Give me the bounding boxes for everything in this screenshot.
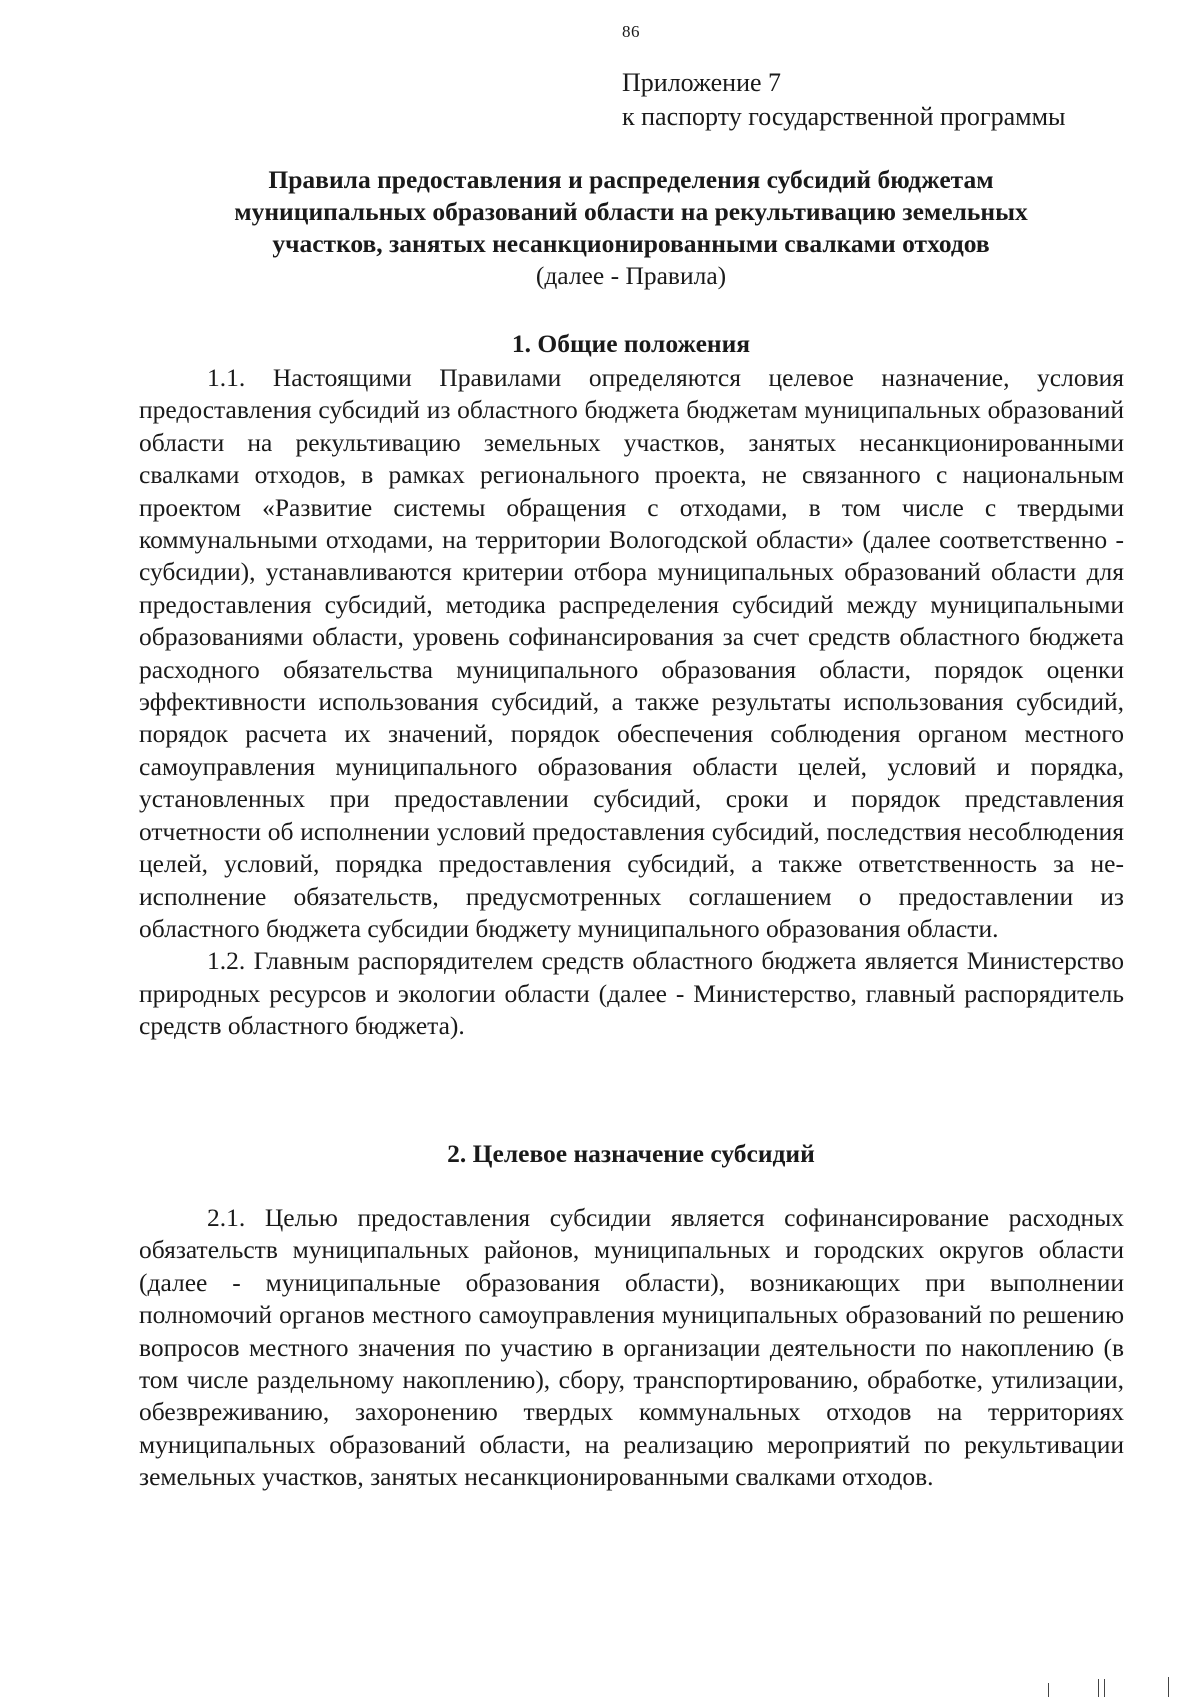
scan-mark xyxy=(1048,1683,1049,1697)
scan-edge-marks xyxy=(1028,1673,1178,1697)
paragraph-2-1: 2.1. Целью предоставления субсидии является софинансирование расходных обязательств муниципальных районов, муниципальных и городских округов области (далее - муниципальные образования области), возникающих при выполнении полномочий органов местного самоуправления муниципальных образований по решению вопросов местного значения по участию в организации деятельности по накоплению (в том числе раздельному накоплению), сбору, транспортированию, обработке, утилизации, обезвреживанию, захоронению твердых коммунальных отходов на территориях муниципальных образований области, на реализацию мероприятий по рекультивации земельных участков, занятых несанкционированными свалками отходов. xyxy=(139,1203,1124,1492)
title-line-1: Правила предоставления и распределения субсидий бюджетам xyxy=(268,165,994,194)
title-line-3: участков, занятых несанкционированными свалками отходов xyxy=(272,229,990,258)
appendix-note xyxy=(622,66,1066,134)
section-heading-general: 1. Общие положения xyxy=(511,329,751,358)
paragraph-1-1: 1.1. Настоящими Правилами определяются целевое назначение, условия предоставления субсидий из областного бюджета бюджетам муниципальных образований области на рекультивацию земельных участков, занятых несанкционированными свалками отходов, в рамках регионального проекта, не связанного с национальным проектом «Развитие системы обращения с отходами, в том числе с твердыми коммунальными отходами, на территории Вологодской области» (далее соответственно - субсидии), устанавливаются критерии отбора муниципальных образований области для предоставления субсидий, методика распределения субсидий между муниципальными образованиями области, уровень софинансирования за счет средств областного бюджета расходного обязательства муниципального образования области, порядок оценки эффективности использования субсидий, а также результаты использования субсидий, порядок расчета их значений, порядок обеспечения соблюдения органом местного самоуправления муниципального образования области целей, условий и порядка, установленных при предоставлении субсидий, сроки и порядок представления отчетности об исполнении условий предоставления субсидий, последствия несоблюдения целей, условий, порядка предоставления субсидий, а также ответственность за неисполнение обязательств, предусмотренных соглашением о предоставлении из областного бюджета субсидии бюджету муниципального образования области. xyxy=(139,363,1124,943)
scan-mark xyxy=(1168,1677,1169,1697)
scan-mark xyxy=(1104,1679,1105,1697)
section-body-purpose xyxy=(139,1202,1124,1494)
appendix-line-2: к паспорту государственной программы xyxy=(622,102,1066,131)
scan-mark xyxy=(1098,1679,1099,1697)
paragraph-1-2: 1.2. Главным распорядителем средств областного бюджета является Министерство природных ресурсов и экологии области (далее - Министерство, главный распорядитель средств областного бюджета). xyxy=(139,946,1124,1041)
page-number: 86 xyxy=(622,22,640,41)
section-heading-purpose: 2. Целевое назначение субсидий xyxy=(447,1139,815,1168)
title-subtitle: (далее - Правила) xyxy=(535,261,727,290)
appendix-line-1: Приложение 7 xyxy=(622,68,782,97)
title-line-2: муниципальных образований области на рекультивацию земельных xyxy=(234,197,1028,226)
section-body-general xyxy=(139,362,1124,1043)
document-title xyxy=(140,164,1122,292)
